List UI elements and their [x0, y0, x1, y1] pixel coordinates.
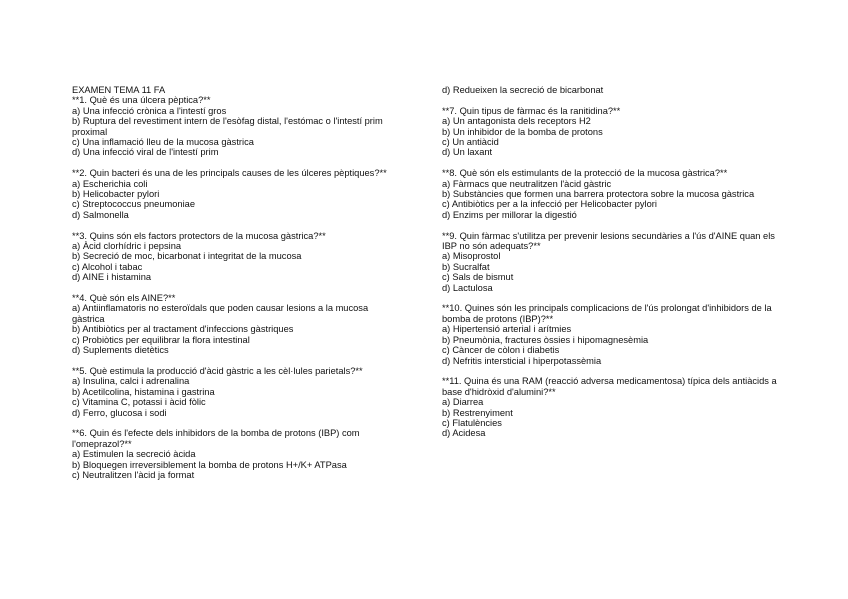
question-6 [72, 428, 402, 480]
question-text: **3. Quins són els factors protectors de la mucosa gàstrica?** [72, 230, 326, 241]
answer-option: d) Redueixen la secreció de bicarbonat [442, 85, 604, 95]
answer-option: c) Càncer de còlon i diabetis [442, 345, 560, 356]
question-text: **4. Què són els AINE?** [72, 293, 176, 304]
answer-option: c) Antibiòtics per a la infecció per Helicobacter pylori [442, 199, 657, 210]
answer-option: a) Escherichia coli [72, 178, 148, 189]
right-column [442, 85, 778, 449]
question-text: **2. Quin bacteri és una de les principals causes de les úlceres pèptiques?** [72, 168, 387, 179]
answer-option: c) Neutralitzen l'àcid ja format [72, 469, 195, 480]
question-1 [72, 95, 402, 157]
answer-option: c) Alcohol i tabac [72, 261, 143, 272]
answer-option: b) Un inhibidor de la bomba de protons [442, 126, 603, 137]
question-6-continued [442, 85, 778, 95]
answer-option: b) Pneumònia, fractures òssies i hipomagnesèmia [442, 334, 649, 345]
left-column [72, 85, 402, 491]
answer-option: c) Streptococcus pneumoniae [72, 199, 195, 210]
question-text: **5. Què estimula la producció d'àcid gàstric a les cèl·lules parietals?** [72, 365, 363, 376]
answer-option: b) Antibiòtics per al tractament d'infeccions gàstriques [72, 324, 294, 335]
answer-option: a) Àcid clorhídric i pepsina [72, 241, 182, 252]
answer-option: d) Nefritis intersticial i hiperpotassèmia [442, 355, 602, 366]
answer-option: a) Diarrea [442, 397, 484, 408]
question-3 [72, 231, 402, 283]
question-11 [442, 376, 778, 438]
answer-option: c) Vitamina C, potassi i àcid fòlic [72, 397, 206, 408]
question-8 [442, 168, 778, 220]
answer-option: d) Ferro, glucosa i sodi [72, 407, 167, 418]
question-4 [72, 293, 402, 355]
answer-option: b) Helicobacter pylori [72, 189, 160, 200]
answer-option: b) Sucralfat [442, 261, 490, 272]
question-text: **10. Quines són les principals complicacions de l'ús prolongat d'inhibidors de la bomba de protons (IBP)?** [442, 303, 772, 324]
answer-option: a) Misoprostol [442, 251, 501, 262]
answer-option: d) Lactulosa [442, 282, 493, 293]
question-7 [442, 106, 778, 158]
answer-option: c) Flatulències [442, 417, 502, 428]
question-2 [72, 168, 402, 220]
answer-option: d) Un laxant [442, 147, 493, 158]
answer-option: d) Salmonella [72, 209, 129, 220]
answer-option: a) Hipertensió arterial i arítmies [442, 324, 572, 335]
answer-option: c) Probiòtics per equilibrar la flora intestinal [72, 334, 250, 345]
answer-option: c) Sals de bismut [442, 272, 514, 283]
answer-option: b) Substàncies que formen una barrera protectora sobre la mucosa gàstrica [442, 189, 755, 200]
answer-option: b) Ruptura del revestiment intern de l'esòfag distal, l'estómac o l'intestí prim proximal [72, 116, 383, 137]
document-title: EXAMEN TEMA 11 FA [72, 85, 166, 95]
answer-option: a) Un antagonista dels receptors H2 [442, 116, 591, 127]
question-text: **9. Quin fàrmac s'utilitza per prevenir lesions secundàries a l'ús d'AINE quan els IBP no són adequats?** [442, 230, 775, 252]
answer-option: b) Restrenyiment [442, 407, 513, 418]
question-10 [442, 303, 778, 365]
answer-option: d) AINE i histamina [72, 272, 152, 283]
question-5 [72, 366, 402, 418]
question-text: **1. Què és una úlcera pèptica?** [72, 95, 211, 106]
question-text: **6. Quin és l'efecte dels inhibidors de la bomba de protons (IBP) com l'omeprazol?** [72, 428, 360, 449]
answer-option: a) Fàrmacs que neutralitzen l'àcid gàstric [442, 178, 612, 189]
answer-option: a) Estimulen la secreció àcida [72, 449, 196, 460]
answer-option: b) Secreció de moc, bicarbonat i integritat de la mucosa [72, 251, 302, 262]
answer-option: d) Acidesa [442, 428, 486, 439]
question-9 [442, 231, 778, 293]
answer-option: b) Bloquegen irreversiblement la bomba de protons H+/K+ ATPasa [72, 459, 347, 470]
answer-option: d) Enzims per millorar la digestió [442, 209, 577, 220]
answer-option: d) Una infecció viral de l'intestí prim [72, 147, 219, 158]
answer-option: c) Una inflamació lleu de la mucosa gàstrica [72, 137, 254, 148]
answer-option: a) Insulina, calci i adrenalina [72, 376, 190, 387]
answer-option: d) Suplements dietètics [72, 345, 169, 356]
answer-option: a) Antiinflamatoris no esteroïdals que poden causar lesions a la mucosa gàstrica [72, 303, 369, 324]
answer-option: b) Acetilcolina, histamina i gastrina [72, 386, 215, 397]
question-text: **8. Què són els estimulants de la protecció de la mucosa gàstrica?** [442, 168, 728, 179]
question-text: **11. Quina és una RAM (reacció adversa medicamentosa) típica dels antiàcids a base d'hidròxid d'alumini?** [442, 376, 777, 397]
answer-option: c) Un antiàcid [442, 137, 499, 148]
answer-option: a) Una infecció crònica a l'intestí gros [72, 105, 227, 116]
question-text: **7. Quin tipus de fàrmac és la ranitidina?** [442, 105, 621, 116]
